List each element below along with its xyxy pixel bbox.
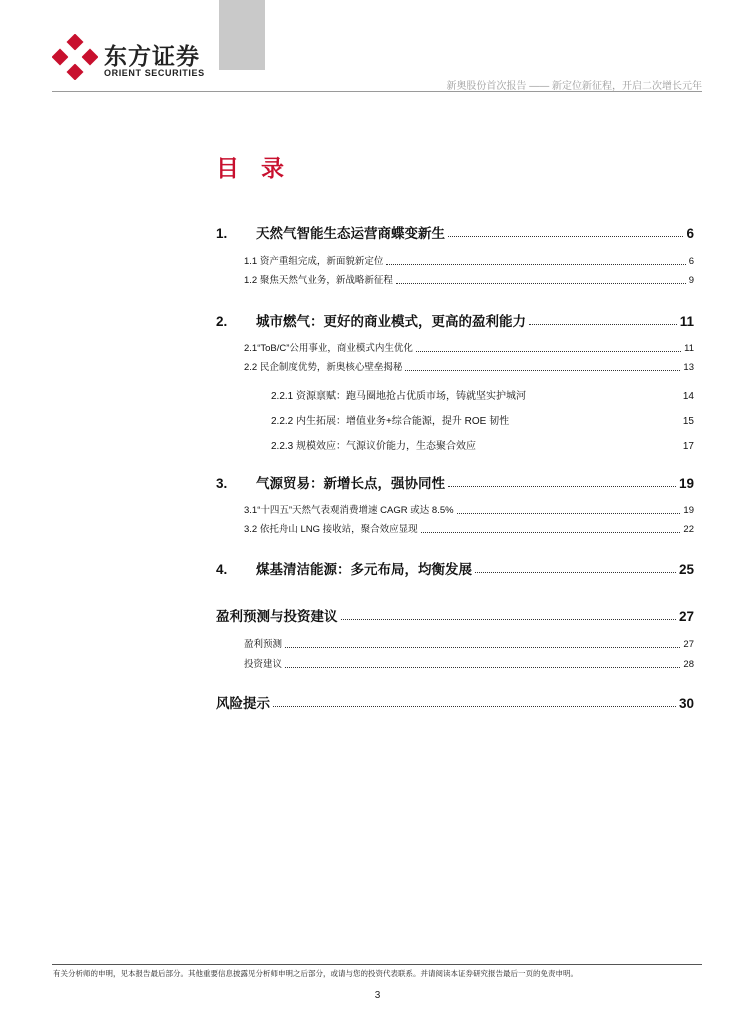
toc-entry-label: 盈利预测与投资建议 — [216, 609, 338, 624]
toc-entry-page: 27 — [678, 609, 694, 624]
toc-entry-label: 2.2.2 内生拓展：增值业务+综合能源，提升 ROE 韧性 — [271, 416, 510, 427]
toc-entry-label: 2.2 民企制度优势，新奥核心壁垒揭秘 — [244, 362, 403, 373]
toc-entry-label: 2.2.3 规模效应：气源议价能力，生态聚合效应 — [271, 441, 477, 452]
toc-entry-section-2-2[interactable] — [244, 359, 694, 373]
toc-entry-chapter-2[interactable] — [216, 310, 694, 330]
toc-entry-page: 19 — [678, 476, 694, 491]
toc-leader-dots — [285, 647, 680, 648]
toc-leader-dots — [529, 324, 677, 325]
toc-entry-chapter-4[interactable] — [216, 558, 694, 578]
toc-leader-dots — [273, 706, 676, 707]
toc-entry-page: 30 — [678, 696, 694, 711]
toc-entry-chapter-3[interactable] — [216, 472, 694, 492]
toc-entry-subsection-2-2-3[interactable] — [271, 437, 694, 452]
toc-leader-dots — [416, 351, 681, 352]
toc-entry-earnings-forecast-investment[interactable] — [216, 605, 694, 625]
toc-entry-page: 15 — [682, 416, 694, 427]
toc-entry-page: 6 — [688, 256, 694, 267]
toc-entry-section-2-1[interactable] — [244, 340, 694, 354]
disclaimer-note: 有关分析师的申明，见本报告最后部分。其他重要信息披露见分析师申明之后部分，或请与您的投资代表联系。并请阅读本证券研究报告最后一页的免责申明。 — [53, 969, 578, 978]
toc-entry-label: 2.2.1 资源禀赋：跑马圈地抢占优质市场，铸就坚实护城河 — [271, 391, 527, 402]
toc-entry-page: 22 — [683, 524, 694, 535]
logo-chinese-name: 东方证券 — [104, 44, 200, 70]
logo-english-name: ORIENT SECURITIES — [104, 68, 205, 78]
toc-entry-label: 1.2 聚焦天然气业务，新战略新征程 — [244, 275, 393, 286]
toc-leader-dots — [421, 532, 681, 533]
toc-entry-earnings-forecast[interactable] — [244, 636, 694, 650]
toc-entry-label: 1.1 资产重组完成，新面貌新定位 — [244, 256, 384, 267]
toc-entry-page: 27 — [683, 639, 694, 650]
toc-entry-label: 投资建议 — [244, 659, 283, 670]
toc-entry-number: 4. — [216, 562, 228, 577]
toc-entry-subsection-2-2-2[interactable] — [271, 412, 694, 427]
toc-leader-dots — [475, 572, 676, 573]
report-subtitle: 新奥股份首次报告 —— 新定位新征程，开启二次增长元年 — [446, 81, 702, 92]
toc-entry-chapter-1[interactable] — [216, 222, 694, 242]
toc-leader-dots — [396, 283, 686, 284]
toc-entry-page: 28 — [683, 659, 694, 670]
toc-entry-label: 煤基清洁能源：多元布局，均衡发展 — [256, 562, 472, 577]
toc-entry-number: 3. — [216, 476, 228, 491]
toc-entry-page: 25 — [678, 562, 694, 577]
header-gray-bar — [219, 0, 265, 70]
toc-entry-section-3-1[interactable] — [244, 502, 694, 516]
toc-entry-page: 9 — [688, 275, 694, 286]
toc-entry-investment-advice[interactable] — [244, 656, 694, 670]
toc-entry-label: 城市燃气：更好的商业模式，更高的盈利能力 — [256, 314, 526, 329]
toc-leader-dots — [405, 370, 680, 371]
toc-entry-label: 盈利预测 — [244, 639, 283, 650]
toc-entry-page: 13 — [683, 362, 694, 373]
toc-entry-page: 19 — [683, 505, 694, 516]
toc-entry-risk-warning[interactable] — [216, 692, 694, 712]
toc-leader-dots — [448, 486, 676, 487]
toc-entry-section-1-2[interactable] — [244, 272, 694, 286]
toc-entry-section-3-2[interactable] — [244, 521, 694, 535]
toc-entry-label: 风险提示 — [216, 696, 270, 711]
toc-entry-label: 3.2 依托舟山 LNG 接收站，聚合效应显现 — [244, 524, 418, 535]
page-number: 3 — [374, 990, 381, 1001]
orient-securities-logo-icon — [52, 34, 98, 80]
toc-entry-section-1-1[interactable] — [244, 253, 694, 267]
toc-leader-dots — [285, 667, 680, 668]
toc-entry-page: 17 — [682, 441, 694, 452]
toc-entry-number: 2. — [216, 314, 228, 329]
toc-entry-label: 2.1“ToB/C”公用事业，商业模式内生优化 — [244, 343, 413, 354]
toc-entry-label: 气源贸易：新增长点，强协同性 — [256, 476, 445, 491]
toc-entry-page: 6 — [686, 226, 694, 241]
toc-entry-label: 天然气智能生态运营商蝶变新生 — [256, 226, 445, 241]
toc-entry-number: 1. — [216, 226, 228, 241]
toc-entry-page: 14 — [682, 391, 694, 402]
header-divider — [52, 91, 702, 92]
footer-divider — [52, 964, 702, 965]
toc-entry-subsection-2-2-1[interactable] — [271, 387, 694, 402]
toc-leader-dots — [457, 513, 681, 514]
toc-leader-dots — [341, 619, 676, 620]
toc-leader-dots — [448, 236, 683, 237]
toc-entry-page: 11 — [684, 343, 694, 354]
toc-entry-page: 11 — [679, 314, 694, 329]
toc-leader-dots — [386, 264, 685, 265]
toc-title: 目 录 — [216, 156, 292, 182]
toc-entry-label: 3.1“十四五”天然气表观消费增速 CAGR 或达 8.5% — [244, 505, 454, 516]
